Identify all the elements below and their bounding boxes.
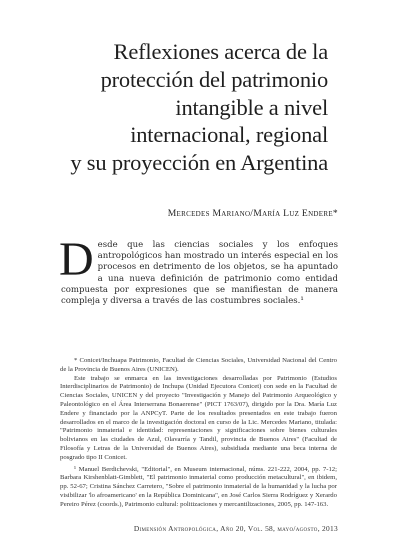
title-line-3: intangible a nivel <box>175 94 328 120</box>
article-title <box>28 38 328 177</box>
title-line-4: internacional, regional <box>130 122 328 148</box>
footnotes <box>60 357 337 510</box>
footnote-1: ¹ Manuel Berdichevski, "Editorial", en Museum internacional, núms. 221-222, 2004, pp. 7-12; Barbara Kirshenblatt-Gimblett, "El patrimonio inmaterial como producción metacultural", en ibidem, pp. 52-67; Cristina Sánchez Carretero, "Sobre el patrimonio inmaterial de la humanidad y la lucha por visibilizar 'lo afroamericano' en la República Dominicana", en José Carlos Sierra Rodríguez y Xerardo Pereiro Pérez (coords.), Patrimonio cultural: politizaciones y mercantilizaciones, 2005, pp. 147-163. <box>60 465 337 508</box>
body-paragraph <box>59 233 338 307</box>
title-line-5: y su proyección en Argentina <box>70 150 328 176</box>
title-line-1: Reflexiones acerca de la <box>113 39 328 64</box>
footnote-affiliation: * Conicet/Inchuapa Patrimonio, Facultad de Ciencias Sociales, Universidad Nacional del Centro de la Provincia de Buenos Aires (UNICEN). <box>60 357 337 373</box>
body-text: esde que las ciencias sociales y los enfoques antropológicos han mostrado un interés especial en los procesos en detrimento de los objetos, se ha apuntado a una nueva definición de patrimonio como entidad compuesta por expresiones que se manifiestan de manera compleja y diversa a través de las costumbres sociales.¹ <box>61 240 338 307</box>
footnote-funding: Este trabajo se enmarca en las investigaciones desarrolladas por Patrimonio (Estudios Interdisciplinarios de Patrimonio) de Inchupa (Unidad Ejecutora Conicet) con sede en la Facultad de Ciencias Sociales, UNICEN y del proyecto "Investigación y Manejo del Patrimonio Arqueológico y Paleontológico en el Área Interserrana Bonaerense" (PICT 1763/07), dirigido por la Dra. María Luz Endere y financiado por la ANPCyT. Parte de los resultados presentados en este trabajo fueron desarrollados en el marco de la investigación doctoral en curso de la Lic. Mercedes Mariano, titulada: "Patrimonio inmaterial e identidad: representaciones y significaciones sobre bienes culturales bolivianos en las ciudades de Azul, Olavarría y Tandil, provincia de Buenos Aires" (Facultad de Filosofía y Letras de la Universidad de Buenos Aires), subsidiada mediante una beca interna de posgrado tipo II Conicet. <box>60 374 337 461</box>
title-line-2: protección del patrimonio <box>100 66 328 92</box>
running-footer: Dimensión Antropológica, Año 20, Vol. 58, mayo/agosto, 2013 <box>133 524 338 533</box>
drop-cap: D <box>59 233 94 286</box>
article-authors: Mercedes Mariano/María Luz Endere* <box>167 208 338 219</box>
